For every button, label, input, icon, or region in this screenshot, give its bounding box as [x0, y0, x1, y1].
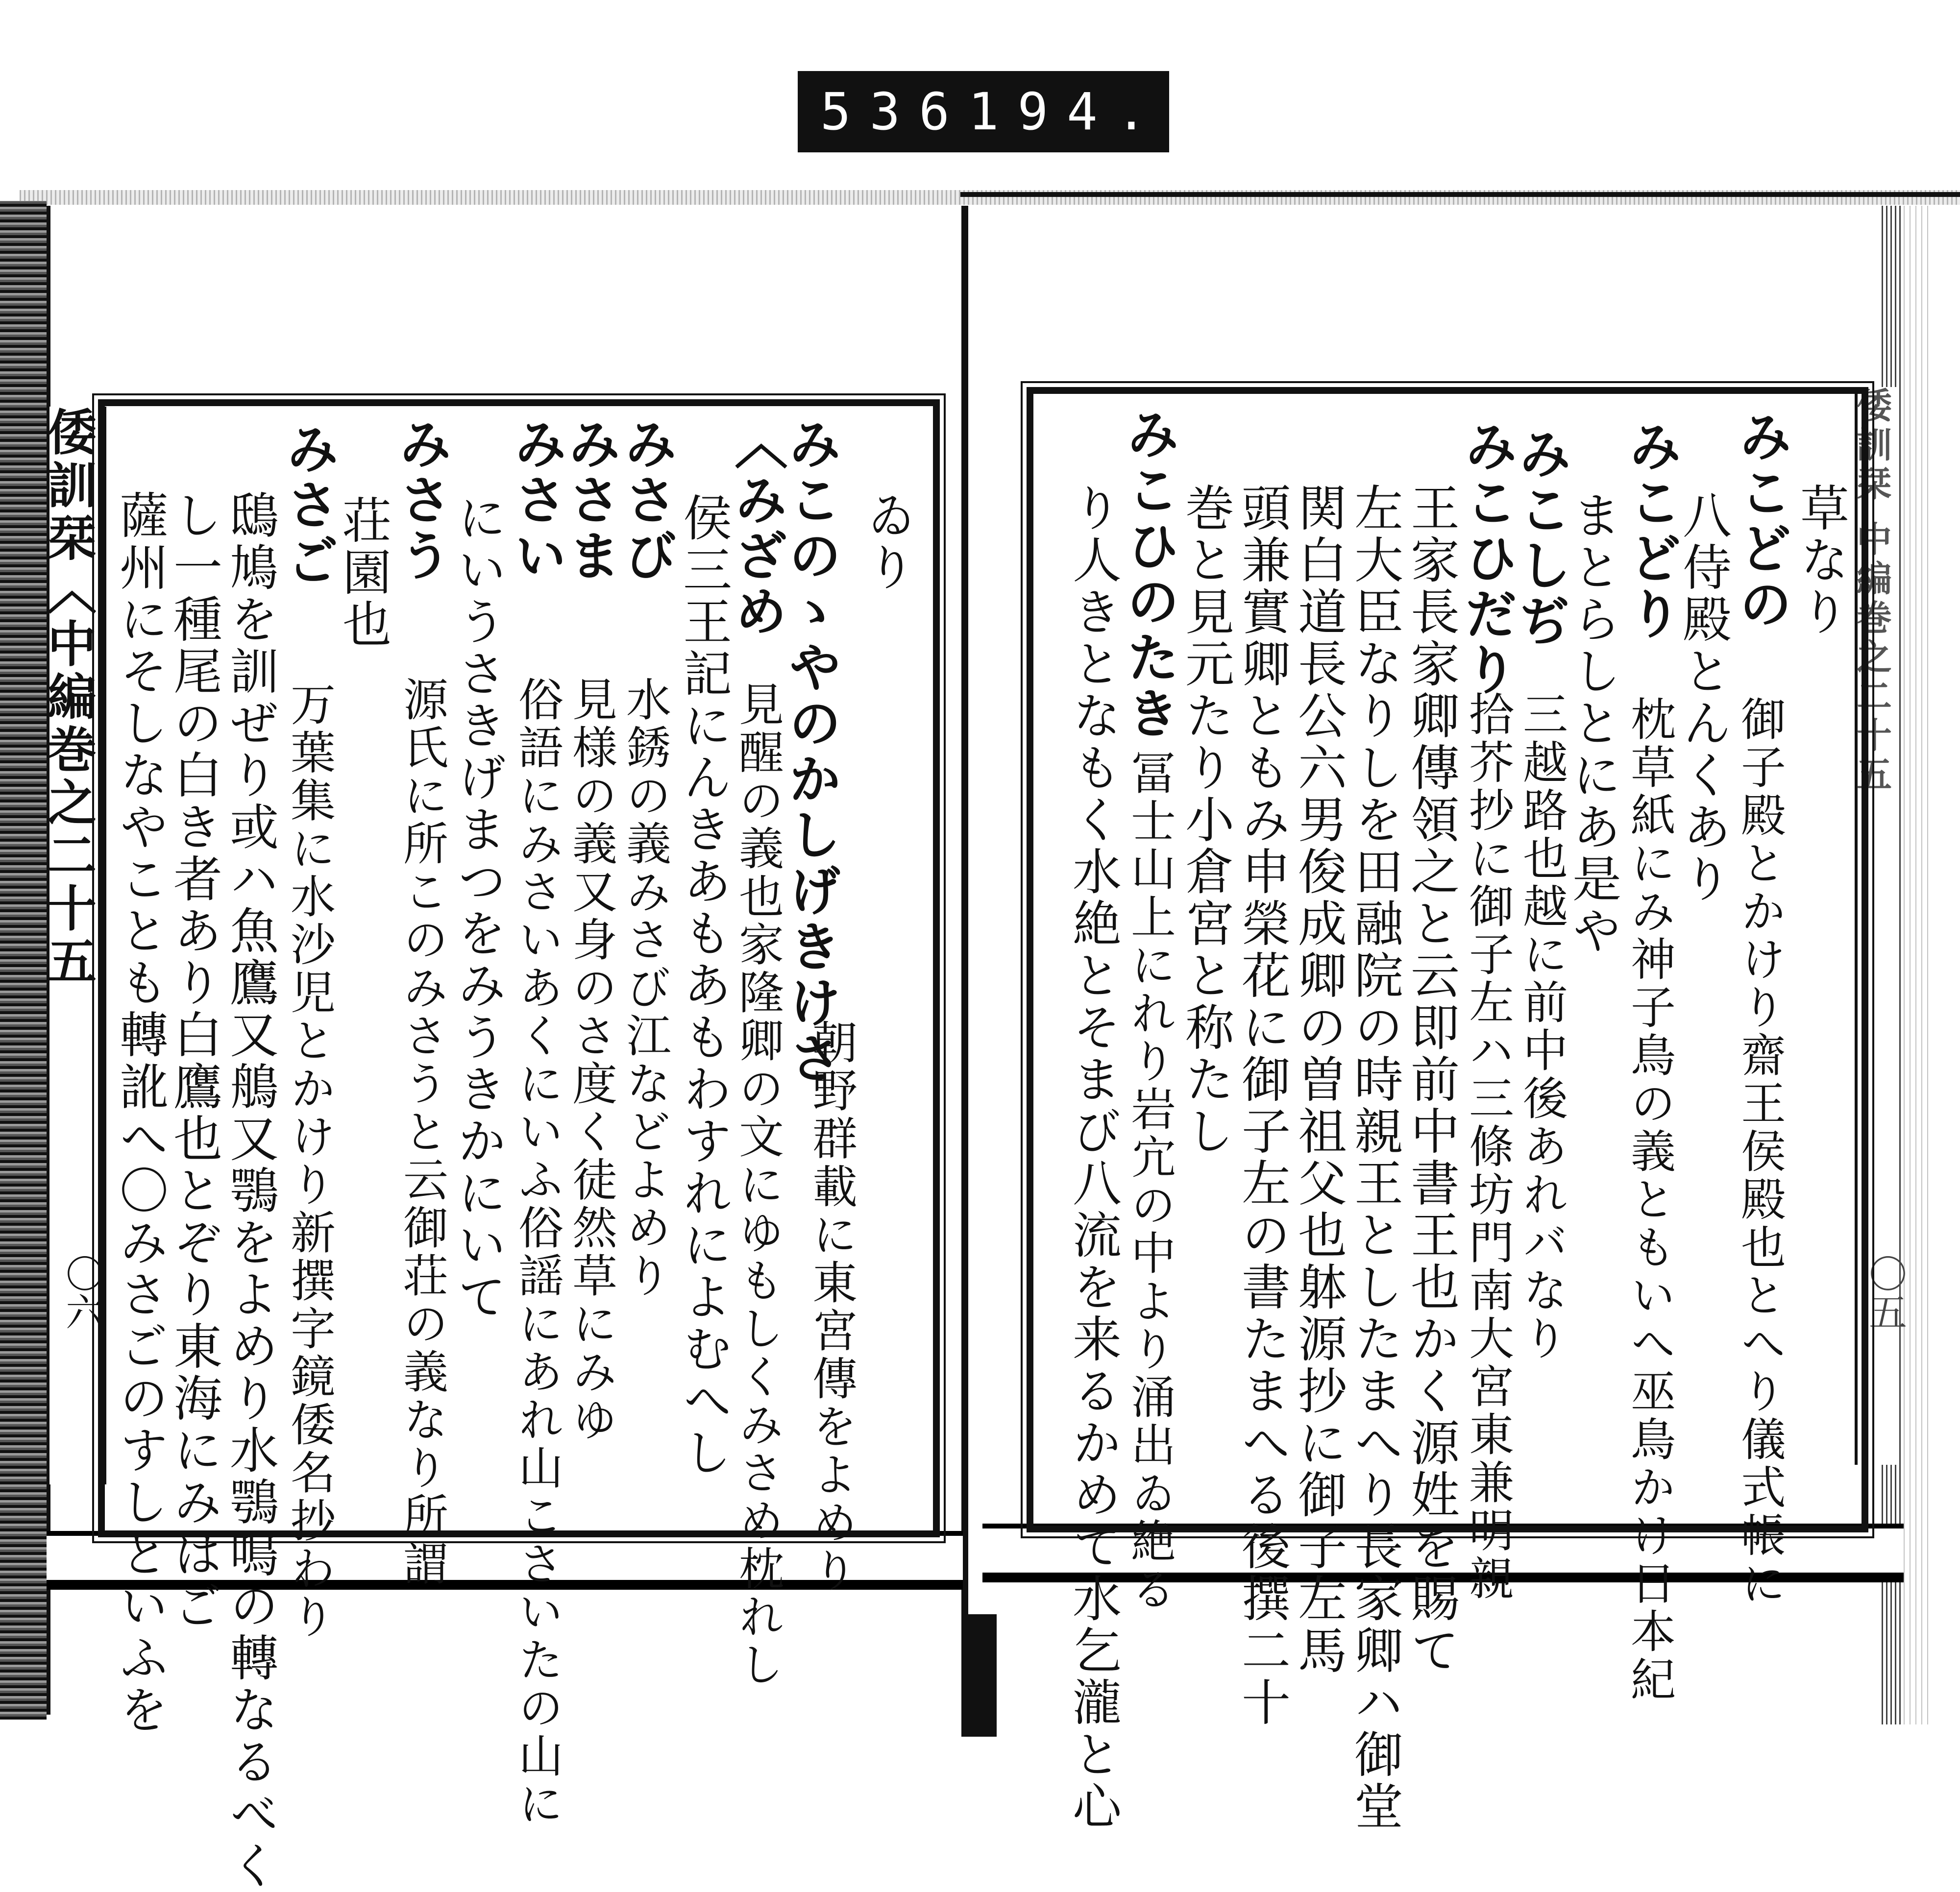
book-spine [961, 206, 968, 1617]
left-annotation-2: 見醒の義也家隆卿の文にゆもしくみさめ枕れし [732, 681, 784, 1689]
right-annotation-4: 拾芥抄に御子左ハ三條坊門南大宮東兼明親 [1462, 691, 1514, 1603]
left-annotation-1: 朝野群載に東宮傳をよめり [805, 1019, 858, 1595]
right-col-14: り人きとなもく水絶とそまび八流を来るかめて水乞瀧と心 [1064, 483, 1122, 1833]
right-col-4: みこどり [1620, 419, 1682, 642]
right-col-13: みこひのたき [1118, 407, 1179, 742]
left-col-10: 荘園也 [334, 495, 392, 651]
right-annotation-3: 三越路也越に前中後あれバなり [1516, 691, 1568, 1363]
right-margin-title: 倭訓栞 中編巻之二十五 [1855, 387, 1897, 1465]
left-col-5: みさび [615, 416, 677, 584]
right-annotation-2: 枕草紙にみ神子鳥の義ともいへ巫鳥かけ日本紀 [1623, 696, 1676, 1704]
right-col-1: 草なり [1792, 483, 1849, 638]
left-col-9: みさう [390, 416, 452, 584]
left-col-11: みさご [277, 421, 339, 589]
left-margin-title: 倭訓栞〈中編巻之二十五 [47, 407, 106, 1484]
right-col-11: 頭兼實卿ともみ申榮花に御子左の書たまへる後撰二十 [1233, 483, 1291, 1729]
right-col-2: みこどの [1730, 409, 1792, 632]
top-rule [960, 192, 1960, 197]
left-col-1: ゐり [858, 490, 916, 594]
left-col-7: みさい [505, 416, 567, 584]
right-col-3: 八侍殿とんくあり [1674, 490, 1732, 905]
left-col-2: みこのゝやのかしげきけさ [780, 416, 841, 1087]
right-col-6: みこしぢ [1510, 426, 1571, 650]
left-annotation-5: 俗語にみさいあくにいふ俗謡にあれ山こさいたの山に [511, 676, 564, 1828]
left-annotation-6: 源氏に所このみさうと云御荘の義なり所謂 [396, 676, 448, 1588]
right-col-10: 関白道長公六男俊成卿の曽祖父也躰源抄に御子左馬 [1290, 483, 1347, 1677]
left-annotation-3: 水銹の義みさび江などよめり [619, 676, 671, 1300]
archive-label-left: 536 [820, 82, 968, 142]
left-col-8: にいうさきげまつをみうきかにいて [449, 492, 507, 1323]
spine-foot [961, 1614, 997, 1737]
left-col-4: 侯三王記にんきあもあもわすれによむへし [675, 492, 732, 1479]
left-col-13: し一種尾の白き者あり白鷹也とぞり東海にみはご [165, 490, 222, 1632]
right-annotation-1: 御子殿とかけり齋王侯殿也とへり儀式帳に [1734, 696, 1786, 1608]
archive-label-right: 194. [968, 82, 1166, 142]
right-col-12: 巻と見元たり小倉宮と称たし [1177, 483, 1234, 1158]
right-col-7: みこひだり [1456, 419, 1518, 698]
right-col-8: 王家長家卿傳領之と云即前中書王也かく源姓を賜て [1402, 483, 1460, 1677]
right-col-9: 左大臣なりしを田融院の時親王としたまへり長家卿ハ御堂 [1346, 483, 1403, 1833]
left-col-3: 〈みざめ [726, 416, 787, 640]
archive-label [798, 71, 1169, 152]
right-col-5: まとらしとにあ是や [1564, 490, 1621, 957]
left-annotation-7: 万葉集に水沙児とかけり新撰字鏡倭名抄わり [283, 681, 336, 1641]
left-col-12: 鴟鳩を訓ぜり或ハ魚鷹又鵃又鶚をよめり水鶚鳴の轉なるべく [221, 490, 279, 1892]
right-annotation-5: 冨士山上にれり岩宂の中より涌出ゐ絶る [1124, 750, 1176, 1614]
right-folio: 〇五 [1862, 1254, 1907, 1331]
left-folio: 〇六 [59, 1254, 103, 1331]
right-page-edge-outer [1904, 206, 1933, 1724]
left-col-6: みさま [559, 416, 621, 584]
left-annotation-4: 見様の義又身のさ度く徒然草にみゆ [565, 676, 617, 1444]
left-col-14: 薩州にそしなやことも轉訛へ〇みさごのすしといふを [111, 490, 169, 1736]
